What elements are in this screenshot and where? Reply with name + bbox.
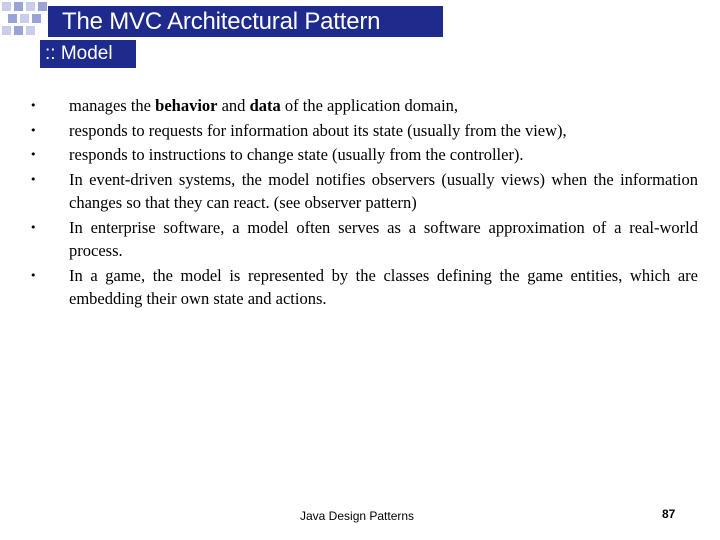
text-segment: and [217,96,250,115]
text-segment: In enterprise software, a model often serves as a software approximation of a real-world process. [69,217,698,260]
bullet-dot-icon: • [30,148,37,161]
bold-term: behavior [155,96,218,115]
bullet-dot-icon: • [30,172,37,186]
bullet-item [30,94,698,118]
bullet-dot-icon: • [30,268,37,282]
bullet-text [69,96,458,115]
slide-title: The MVC Architectural Pattern [62,8,381,35]
bullet-dot-icon: • [30,220,37,234]
text-segment: responds to instructions to change state (usually from the controller). [69,145,524,164]
bullet-text [69,121,567,140]
bullet-item [30,143,698,167]
text-segment: responds to requests for information about its state (usually from the view), [69,120,567,140]
bullet-item [30,264,698,311]
bullet-item [30,119,698,143]
page-number: 87 [662,507,676,521]
footer-text: Java Design Patterns [300,509,415,523]
bullet-text [69,145,524,164]
bullet-dot-icon: • [30,123,37,137]
slide-subtitle: :: Model [45,43,113,64]
bullet-list [30,94,698,312]
bullet-text [69,218,698,261]
bullet-item [30,216,698,263]
bullet-item [30,168,698,215]
text-segment: of the application domain, [280,96,459,115]
bullet-dot-icon: • [30,99,37,112]
bullet-text [69,266,698,309]
text-segment: manages the [69,96,156,115]
bullet-text [69,170,698,213]
bold-term: data [249,96,281,115]
text-segment: In event-driven systems, the model notifies observers (usually views) when the information changes so that they can react. (see observer pattern) [69,169,698,212]
text-segment: In a game, the model is represented by the classes defining the game entities, which are embedding their own state and actions. [69,265,698,308]
